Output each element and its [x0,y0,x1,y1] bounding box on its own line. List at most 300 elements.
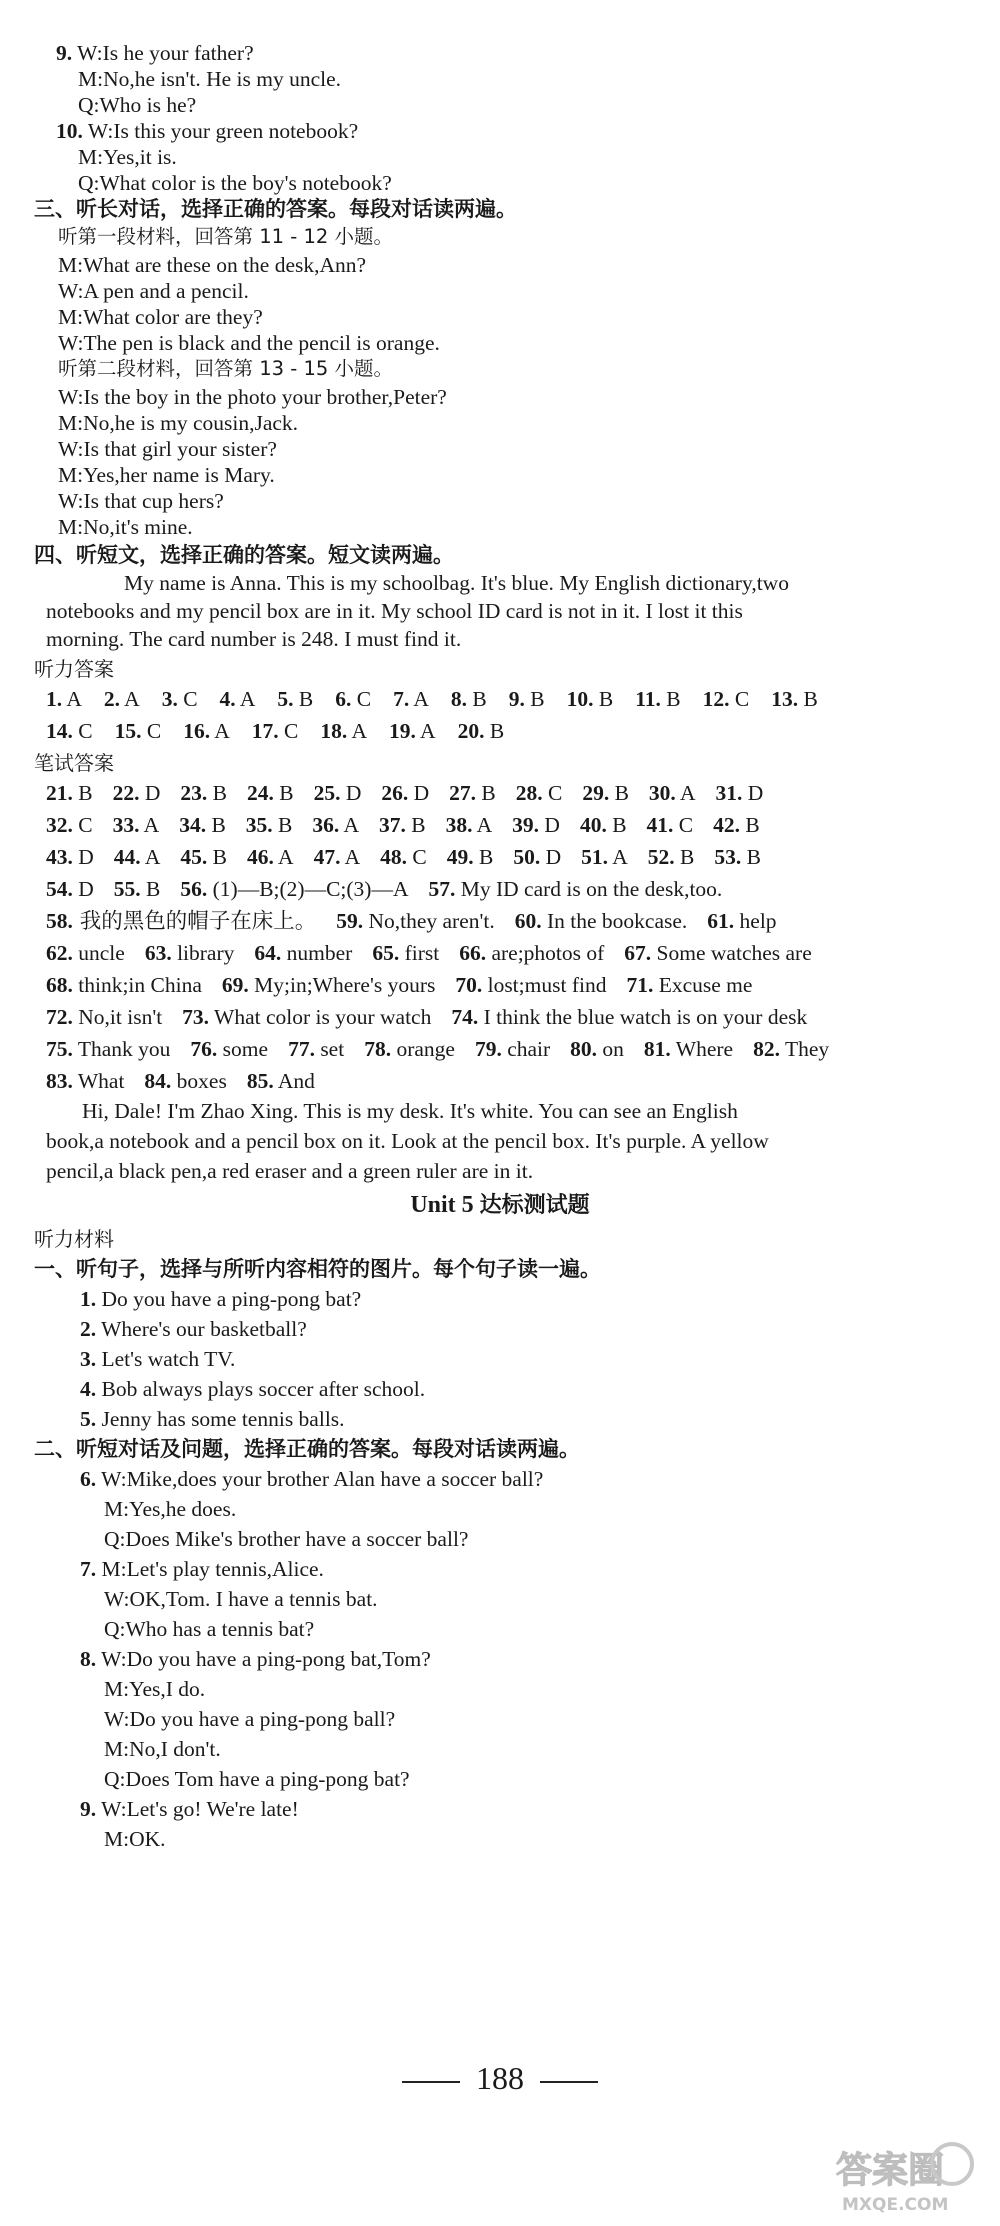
sentence-number: 3. [80,1347,97,1371]
section4-passage-line: My name is Anna. This is my schoolbag. It's blue. My English dictionary,two [124,571,789,595]
answer-item [644,1034,733,1064]
answer-value: B [606,813,627,837]
answer-item [46,684,82,714]
answer-number: 29. [582,781,610,805]
answer-number: 48. [380,845,408,869]
answer-item [162,684,198,714]
answer-value: number [281,941,353,965]
answer-item [393,684,429,714]
answer-number: 56. [180,877,208,901]
answer-number: 41. [646,813,674,837]
section3-part2-line: W:Is the boy in the photo your brother,Peter? [58,385,447,409]
answer-number: 15. [114,719,142,743]
answer-value: B [467,687,487,711]
sentence-text: Let's watch TV. [101,1347,236,1371]
answer-value: orange [391,1037,455,1061]
answer-value: Thank you [72,1037,171,1061]
answer-number: 40. [579,813,607,837]
answer-value: B [476,781,496,805]
answer-number: 64. [254,941,282,965]
answer-value: B [484,719,505,743]
written-answers-row [46,1002,827,1032]
answer-item [513,842,561,872]
answer-number: 60. [514,909,542,933]
answer-number: 80. [570,1037,598,1061]
answer-item [46,810,93,840]
answer-value: C [141,719,162,743]
answer-number: 62. [46,941,73,965]
answer-item [113,778,161,808]
answer-item [364,1034,455,1064]
answer-number: 71. [626,973,654,997]
sentence-number: 2. [80,1317,97,1341]
answer-number: 32. [46,813,73,837]
answer-item [716,778,764,808]
answer-value: boxes [171,1069,227,1093]
q10-line-m: M:Yes,it is. [78,145,177,169]
answer-item [649,778,696,808]
answer-value: Where [670,1037,734,1061]
unit5-q6-line [80,1464,543,1494]
section3-part1-line: W:The pen is black and the pencil is orange. [58,331,440,355]
unit5-title-zh: 达标测试题 [479,1193,590,1218]
answer-value: A [472,813,493,837]
answer-item [180,778,227,808]
q10-w-text: W:Is this your green notebook? [87,119,359,143]
answer-number: 74. [451,1005,479,1029]
answer-value: A [340,845,361,869]
answer-number: 55. [113,877,141,901]
answer-number: 7. [393,687,410,711]
answer-value: A [273,845,294,869]
answer-value: D [539,813,560,837]
answer-item [336,906,495,936]
answer-value: A [339,813,359,837]
answer-number: 72. [46,1005,73,1029]
q10-line-q: Q:What color is the boy's notebook? [78,171,392,195]
unit5-q6-line: M:Yes,he does. [104,1497,237,1521]
answer-item [320,716,367,746]
answer-number: 47. [313,845,341,869]
answer-item [624,938,811,968]
answer-value: D [340,781,362,805]
unit5-title-en: Unit 5 [410,1192,474,1218]
answer-value: No,they aren't. [363,909,495,933]
answer-item [288,1034,344,1064]
answer-number: 76. [190,1037,218,1061]
answer-value: first [399,941,440,965]
written-answers-row [46,810,780,840]
section3-part1-intro: 听第一段材料，回答第 11 - 12 小题。 [58,225,393,248]
q9-w-text: W:Is he your father? [77,41,254,65]
answer-item [713,810,760,840]
answer-number: 77. [288,1037,315,1061]
q6-text: W:Mike,does your brother Alan have a soccer ball? [101,1467,544,1491]
answer-item [46,938,125,968]
answer-number: 75. [46,1037,73,1061]
answer-number: 66. [459,941,487,965]
answer-item [451,684,487,714]
answer-number: 42. [713,813,740,837]
answer-value: C [729,687,750,711]
answer-value: A [415,719,436,743]
answer-item [180,874,408,904]
answer-value: D [139,781,161,805]
answer-number: 22. [112,781,140,805]
section3-part2-line: W:Is that girl your sister? [58,437,277,461]
answer-value: B [660,687,681,711]
answer-number: 17. [251,719,279,743]
answer-value: A [119,687,140,711]
answer-item [183,716,230,746]
sentence-text: Bob always plays soccer after school. [101,1377,426,1401]
answer-number: 52. [647,845,675,869]
answer-value: And [273,1069,315,1093]
answer-item [714,842,761,872]
sentence-number: 5. [80,1407,97,1431]
answer-number: 26. [381,781,409,805]
answer-item [46,970,202,1000]
written-answers-row [46,842,781,872]
answer-number: 57. [428,877,456,901]
listening-material-label: 听力材料 [34,1227,114,1251]
answer-item [570,1034,624,1064]
answer-number: 79. [474,1037,502,1061]
answer-item [626,970,752,1000]
answer-value: In the bookcase. [541,909,688,933]
answer-value: B [293,687,314,711]
unit5-q7-line [80,1554,324,1584]
unit5-q9-line [80,1794,299,1824]
answer-number: 51. [581,845,608,869]
sentence-text: Do you have a ping-pong bat? [101,1287,362,1311]
answer-item [182,1002,431,1032]
answer-value: some [217,1037,269,1061]
watermark-text: 答案圈 [836,2150,945,2191]
answer-value: B [206,813,226,837]
answer-item [144,1066,226,1096]
q9-number: 9. [56,41,73,65]
answer-number: 45. [180,845,208,869]
answer-number: 54. [46,877,73,901]
answer-value: C [72,813,93,837]
answer-number: 58. [46,909,73,933]
answer-item [46,842,94,872]
answer-value: They [779,1037,830,1061]
answer-item [46,1034,170,1064]
q8-number: 8. [80,1647,97,1671]
unit5-section2-heading: 二、听短对话及问题，选择正确的答案。每段对话读两遍。 [34,1437,580,1461]
answer-value: B [473,845,494,869]
answer-item [114,842,161,872]
answer-item [252,716,299,746]
answer-value: C [177,687,198,711]
listening-answers-row [46,716,526,746]
answer-item [381,778,429,808]
q9b-number: 9. [80,1797,97,1821]
answer-number: 59. [336,909,364,933]
answer-number: 69. [221,973,249,997]
unit5-sentence [80,1374,425,1404]
answer-number: 4. [219,687,236,711]
unit5-sentence [80,1344,235,1374]
unit5-sentence [80,1284,361,1314]
section3-part1-line: M:What are these on the desk,Ann? [58,253,367,277]
answer-number: 36. [312,813,340,837]
unit5-section1-heading: 一、听句子，选择与所听内容相符的图片。每个句子读一遍。 [34,1257,601,1281]
page-number-right-rule [540,2081,598,2083]
answer-item [179,810,226,840]
unit5-q8-line: W:Do you have a ping-pong ball? [104,1707,396,1731]
answer-number: 20. [457,719,485,743]
answer-item [515,906,688,936]
written-answers-row [46,1066,335,1096]
page-number-left-rule [402,2081,460,2083]
answer-number: 13. [771,687,799,711]
answer-value: B [741,845,761,869]
answer-value: C [542,781,563,805]
q7-text: M:Let's play tennis,Alice. [101,1557,324,1581]
q7-number: 7. [80,1557,97,1581]
sentence-number: 1. [80,1287,97,1311]
unit5-title [0,1190,1000,1221]
answer-value: B [140,877,161,901]
essay-line: pencil,a black pen,a red eraser and a green ruler are in it. [46,1159,534,1183]
answer-number: 31. [715,781,743,805]
written-answers-row [46,938,832,968]
answer-value: What color is your watch [209,1005,432,1029]
answer-number: 3. [161,687,178,711]
written-answers-row [46,874,742,904]
answer-number: 46. [246,845,274,869]
unit5-q9-line: M:OK. [104,1827,166,1851]
page-number [0,2058,1000,2098]
answer-number: 38. [445,813,473,837]
answer-item [635,684,680,714]
unit5-q7-line: Q:Who has a tennis bat? [104,1617,315,1641]
answer-number: 65. [372,941,400,965]
answer-number: 27. [449,781,476,805]
answer-number: 63. [144,941,172,965]
answer-number: 11. [635,687,661,711]
answer-number: 33. [112,813,140,837]
watermark-logo [832,2138,982,2216]
answer-number: 21. [46,781,73,805]
answer-value: B [740,813,760,837]
answer-value: C [278,719,299,743]
answer-number: 6. [335,687,352,711]
answer-item [277,684,313,714]
answer-value: B [674,845,695,869]
answer-value: A [210,719,230,743]
answer-value: B [273,781,294,805]
written-answers-row [46,778,783,808]
answer-value: D [72,845,94,869]
unit5-q8-line [80,1644,431,1674]
answer-value: B [593,687,614,711]
answer-item [753,1034,829,1064]
sentence-text: Jenny has some tennis balls. [101,1407,345,1431]
answer-item [707,906,776,936]
answer-value: library [171,941,235,965]
section3-heading: 三、听长对话，选择正确的答案。每段对话读两遍。 [34,197,517,221]
answer-number: 25. [313,781,341,805]
written-answers-heading: 笔试答案 [34,751,114,775]
answer-value: B [798,687,818,711]
section4-heading: 四、听短文，选择正确的答案。短文读两遍。 [34,543,454,567]
answer-item [114,874,161,904]
answer-item [512,810,560,840]
answer-number: 81. [643,1037,671,1061]
answer-number: 43. [46,845,73,869]
answer-item [145,938,235,968]
answer-number: 8. [450,687,468,711]
unit5-q8-line: M:No,I don't. [104,1737,221,1761]
answer-number: 18. [320,719,348,743]
answer-number: 24. [246,781,274,805]
watermark-url: MXQE.COM [842,2195,949,2215]
answer-item [335,684,371,714]
listening-answers-heading: 听力答案 [34,657,114,681]
answer-value: B [72,781,93,805]
written-answers-row [46,906,797,937]
answer-number: 5. [277,687,294,711]
answer-value: A [409,687,429,711]
answer-number: 9. [508,687,525,711]
answer-value: B [207,781,227,805]
section3-part2-line: M:No,he is my cousin,Jack. [58,411,299,435]
written-answers-row [46,970,772,1000]
answer-number: 19. [388,719,416,743]
answer-value: D [72,877,94,901]
unit5-sentence [80,1314,307,1344]
answer-number: 85. [246,1069,274,1093]
answer-item [222,970,435,1000]
answer-value: C [673,813,694,837]
answer-number: 82. [753,1037,780,1061]
answer-item [115,716,162,746]
unit5-q6-line: Q:Does Mike's brother have a soccer ball? [104,1527,469,1551]
answer-value: A [235,687,256,711]
answer-value: B [524,687,545,711]
answer-number: 1. [46,687,63,711]
answer-number: 14. [46,719,73,743]
answer-value: D [540,845,562,869]
answer-item [180,842,227,872]
answer-item [475,1034,550,1064]
answer-value: No,it isn't [72,1005,163,1029]
answer-item [582,778,629,808]
answer-number: 37. [378,813,406,837]
answer-number: 73. [182,1005,210,1029]
q9b-text: W:Let's go! We're late! [101,1797,299,1821]
answer-value: B [609,781,629,805]
answer-number: 2. [103,687,120,711]
answer-item [247,778,294,808]
answer-value: A [140,845,161,869]
answer-number: 83. [46,1069,73,1093]
answer-item [46,778,93,808]
unit5-q7-line: W:OK,Tom. I have a tennis bat. [104,1587,378,1611]
answer-number: 50. [513,845,541,869]
answer-item [516,778,563,808]
answer-item [380,842,427,872]
answer-item [46,1002,162,1032]
answer-value: C [407,845,427,869]
answer-number: 35. [245,813,273,837]
answer-value: C [351,687,372,711]
answer-item [46,874,94,904]
unit5-sentence [80,1404,345,1434]
answer-item [451,1002,807,1032]
answer-item [567,684,614,714]
answer-item [247,842,294,872]
answer-item [190,1034,268,1064]
answer-item [647,810,694,840]
answer-item [254,938,352,968]
answer-value: are;photos of [486,941,605,965]
answer-number: 16. [183,719,211,743]
answer-number: 53. [714,845,742,869]
answer-item [771,684,818,714]
answer-value: B [207,845,227,869]
unit5-q8-line: M:Yes,I do. [104,1677,206,1701]
answer-value: C [72,719,93,743]
answer-value: help [734,909,777,933]
section3-part2-intro: 听第二段材料，回答第 13 - 15 小题。 [58,357,393,380]
answer-value: uncle [72,941,125,965]
answer-item [247,1066,315,1096]
answer-value: A [608,845,628,869]
answer-number: 10. [566,687,594,711]
answer-item [648,842,695,872]
section3-part2-line: M:No,it's mine. [58,515,193,539]
answer-value: My ID card is on the desk,too. [455,877,723,901]
answer-value: lost;must find [482,973,607,997]
answer-value: (1)—B;(2)—C;(3)—A [207,877,409,901]
answer-value: on [597,1037,624,1061]
page-number-text: 188 [476,2060,524,2096]
answer-value: A [139,813,160,837]
answer-item [458,716,505,746]
answer-item [389,716,436,746]
answer-item [312,810,359,840]
answer-item [113,810,160,840]
answer-number: 61. [707,909,735,933]
answer-item [449,778,496,808]
answer-number: 23. [180,781,208,805]
answer-value: 我的黑色的帽子在床上。 [72,909,317,934]
essay-line: book,a notebook and a pencil box on it. Look at the pencil box. It's purple. A yellow [46,1129,769,1153]
unit5-q8-line: Q:Does Tom have a ping-pong bat? [104,1767,410,1791]
section3-part1-line: M:What color are they? [58,305,263,329]
answer-value: Some watches are [651,941,812,965]
answer-value: B [405,813,426,837]
essay-line: Hi, Dale! I'm Zhao Xing. This is my desk. It's white. You can see an English [82,1099,738,1123]
q8-text: W:Do you have a ping-pong bat,Tom? [101,1647,431,1671]
answer-item [104,684,140,714]
answer-value: What [72,1069,125,1093]
answer-value: B [272,813,293,837]
answer-number: 68. [46,973,73,997]
answer-item [446,810,493,840]
answer-item [459,938,604,968]
answer-number: 34. [179,813,207,837]
answer-number: 44. [113,845,141,869]
sentence-number: 4. [80,1377,97,1401]
answer-item [246,810,293,840]
answer-item [46,716,93,746]
